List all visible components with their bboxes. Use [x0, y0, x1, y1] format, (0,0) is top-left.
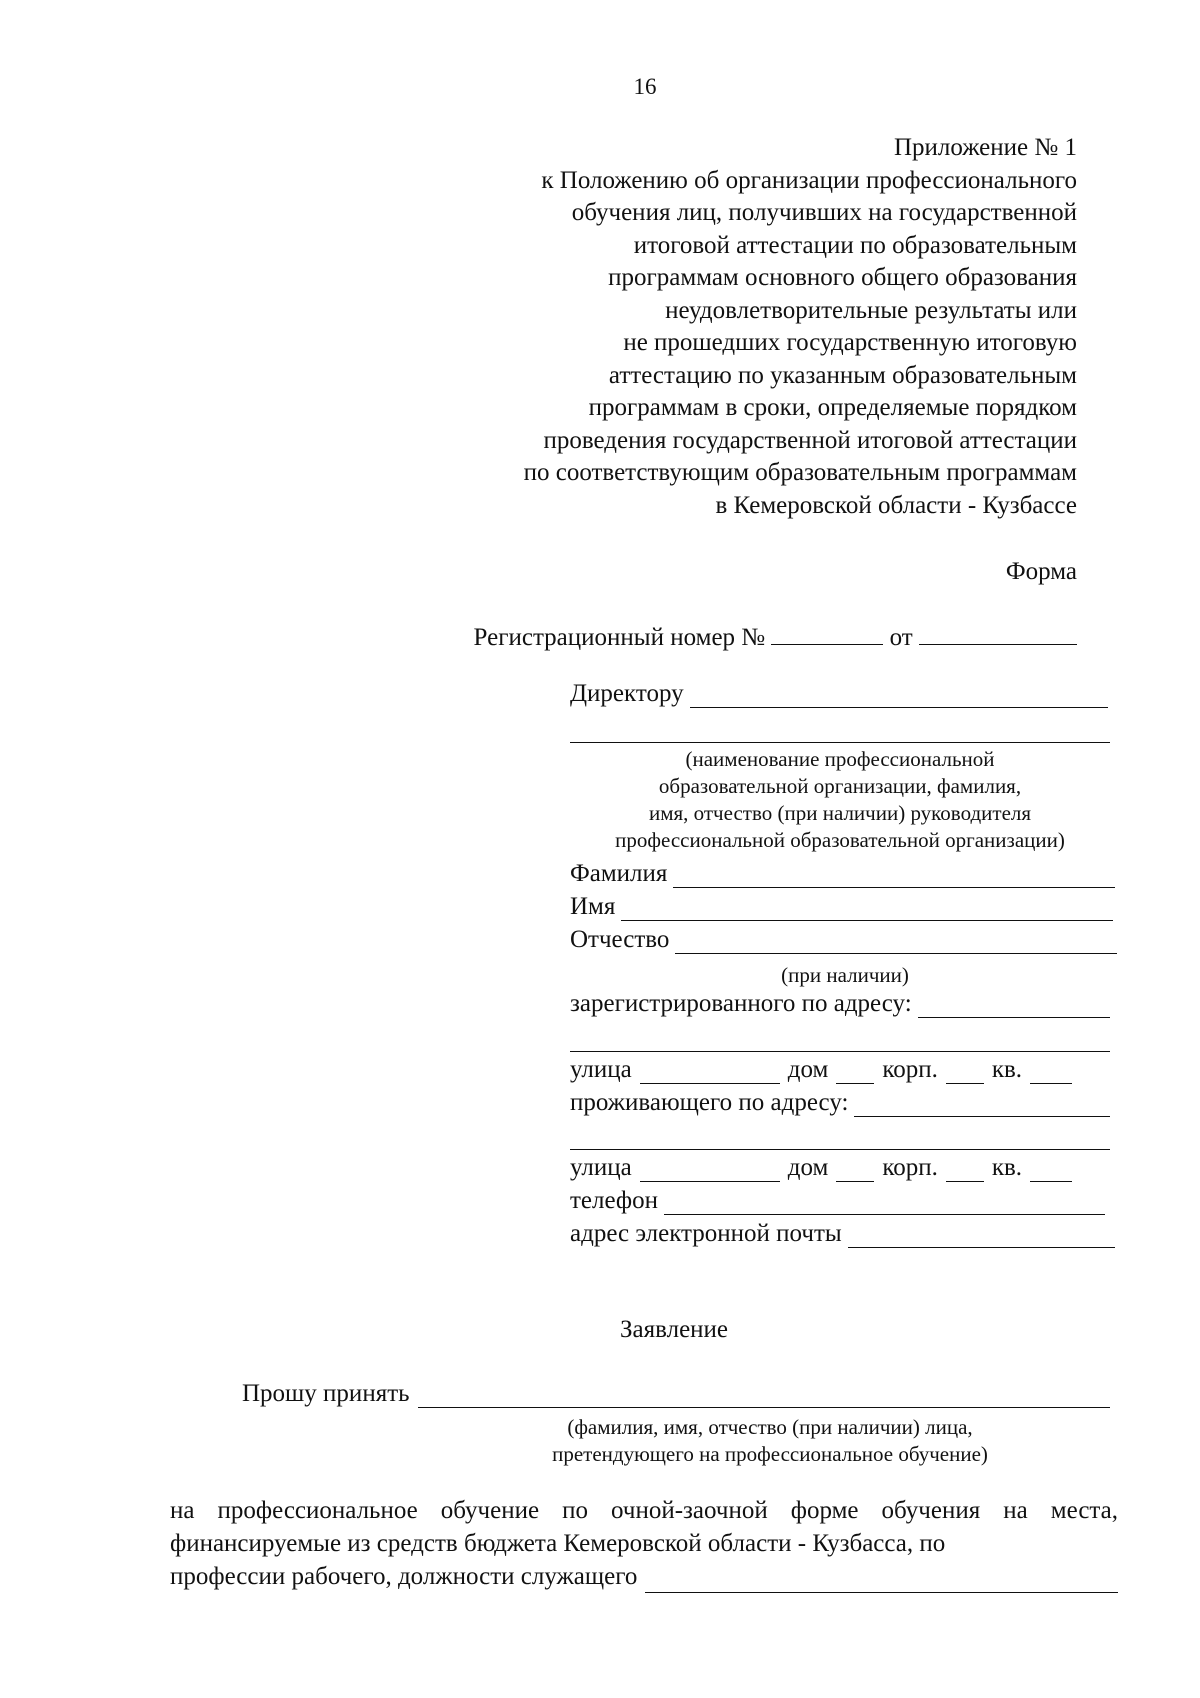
surname-label: Фамилия [570, 860, 668, 887]
profession-row [170, 1560, 1118, 1593]
street-field[interactable] [640, 1159, 780, 1182]
house-label: дом [787, 1056, 829, 1083]
apartment-label: кв. [991, 1154, 1023, 1181]
director-row [570, 680, 1108, 708]
form-label: Форма [1005, 558, 1077, 585]
living-address-label: проживающего по адресу: [570, 1089, 849, 1116]
request-label: Прошу принять [242, 1380, 410, 1407]
registration-label: Регистрационный номер № [473, 624, 766, 651]
living-address-field[interactable] [854, 1094, 1110, 1117]
street-label: улица [570, 1154, 632, 1181]
appendix-line: в Кемеровской области - Кузбассе [715, 491, 1077, 519]
page-number: 16 [633, 74, 657, 99]
appendix-line: итоговой аттестации по образовательным [633, 231, 1077, 259]
email-label: адрес электронной почты [570, 1220, 842, 1247]
street-label: улица [570, 1056, 632, 1083]
registration-number-field[interactable] [771, 622, 883, 645]
appendix-line: Приложение № 1 [893, 134, 1077, 161]
name-label: Имя [570, 893, 616, 920]
living-address-continuation-field[interactable] [570, 1148, 1110, 1150]
registered-address-field[interactable] [918, 995, 1110, 1018]
caption-line: (наименование профессиональной [685, 747, 995, 771]
house-field[interactable] [836, 1159, 874, 1182]
phone-field[interactable] [664, 1192, 1105, 1215]
patronymic-field[interactable] [675, 931, 1117, 954]
building-label: корп. [882, 1154, 938, 1181]
patronymic-row [570, 926, 1117, 954]
caption-line: профессиональной образовательной организации) [615, 828, 1065, 852]
registration-line [474, 622, 1077, 652]
apartment-field[interactable] [1030, 1061, 1072, 1084]
name-row [570, 893, 1113, 921]
statement-body [170, 1494, 1118, 1593]
patronymic-label: Отчество [570, 926, 670, 953]
statement-title: Заявление [620, 1316, 729, 1343]
applicant-caption [500, 1414, 1040, 1468]
request-row [242, 1380, 1110, 1408]
house-label: дом [787, 1154, 829, 1181]
appendix-header [524, 132, 1077, 522]
director-caption [570, 746, 1110, 854]
apartment-label: кв. [991, 1056, 1023, 1083]
director-continuation-field[interactable] [570, 741, 1110, 743]
building-field[interactable] [946, 1159, 984, 1182]
appendix-line: проведения государственной итоговой аттестации [543, 426, 1077, 454]
caption-line: (фамилия, имя, отчество (при наличии) лица, [567, 1415, 973, 1439]
phone-row [570, 1187, 1105, 1215]
registered-address-row [570, 990, 1110, 1018]
director-label: Директору [570, 680, 684, 707]
house-field[interactable] [836, 1061, 874, 1084]
name-field[interactable] [621, 898, 1113, 921]
appendix-line: обучения лиц, получивших на государственной [571, 199, 1077, 226]
email-row [570, 1220, 1115, 1248]
building-label: корп. [882, 1056, 938, 1083]
patronymic-note: (при наличии) [781, 963, 909, 987]
surname-row [570, 860, 1115, 888]
caption-line: имя, отчество (при наличии) руководителя [648, 801, 1032, 825]
registration-date-field[interactable] [919, 622, 1077, 645]
appendix-line: программам в сроки, определяемые порядком [588, 394, 1077, 421]
registered-address-label: зарегистрированного по адресу: [570, 990, 912, 1017]
apartment-field[interactable] [1030, 1159, 1072, 1182]
appendix-line: по соответствующим образовательным программам [523, 459, 1077, 486]
appendix-line: не прошедших государственную итоговую [623, 329, 1077, 356]
street-field[interactable] [640, 1061, 780, 1084]
building-field[interactable] [946, 1061, 984, 1084]
appendix-line: программам основного общего образования [608, 264, 1077, 291]
appendix-line: аттестацию по указанным образовательным [608, 361, 1077, 389]
director-field[interactable] [690, 685, 1108, 708]
profession-field[interactable] [645, 1570, 1118, 1593]
living-address-row [570, 1089, 1110, 1117]
surname-field[interactable] [673, 865, 1115, 888]
registered-street-row [570, 1056, 1110, 1084]
appendix-line: неудовлетворительные результаты или [665, 296, 1077, 324]
caption-line: образовательной организации, фамилия, [658, 774, 1022, 798]
statement-body-text: на профессиональное обучение по очной-заочной форме обучения на места, финансируемые из средств бюджета Кемеровской области - Кузбасса, по [170, 1497, 1118, 1557]
registered-address-continuation-field[interactable] [570, 1050, 1110, 1052]
profession-label: профессии рабочего, должности служащего [170, 1563, 638, 1590]
living-street-row [570, 1154, 1110, 1182]
registration-from-label: от [889, 624, 913, 651]
phone-label: телефон [570, 1187, 658, 1214]
email-field[interactable] [848, 1225, 1115, 1248]
applicant-name-field[interactable] [418, 1385, 1110, 1408]
appendix-line: к Положению об организации профессионального [541, 166, 1077, 194]
caption-line: претендующего на профессиональное обучение) [552, 1442, 988, 1466]
